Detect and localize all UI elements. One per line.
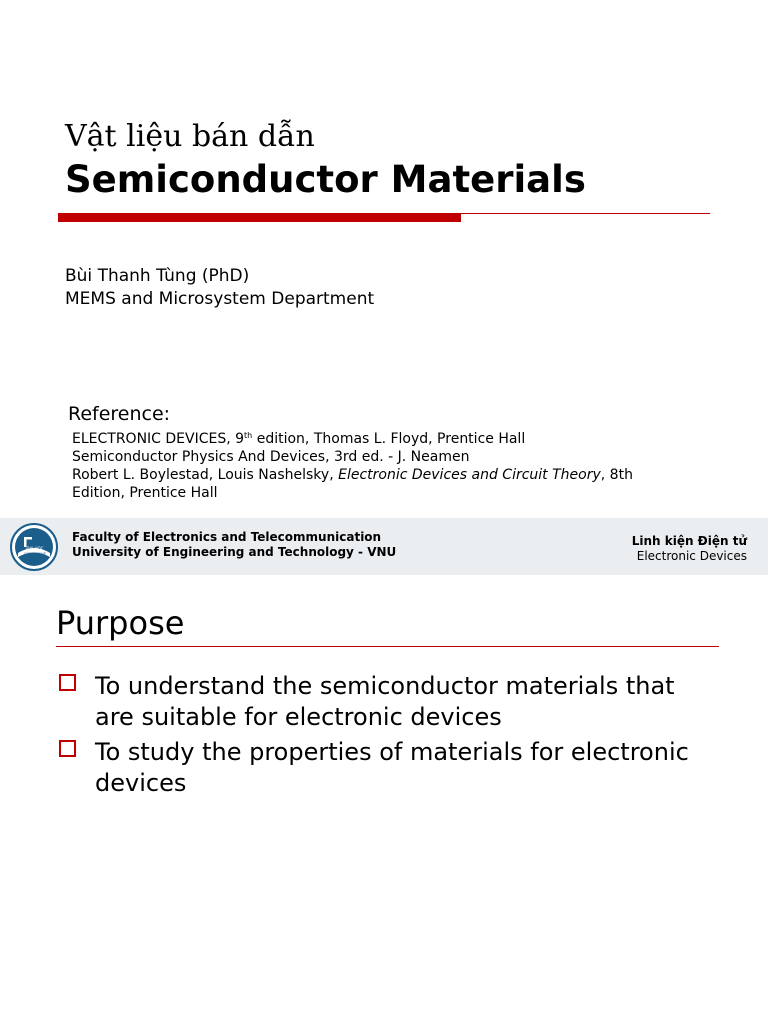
author-block (65, 265, 374, 311)
reference-heading: Reference: (68, 403, 171, 425)
footer-course-vietnamese: Linh kiện Điện tử (631, 534, 747, 548)
reference-item: Robert L. Boylestad, Louis Nashelsky, Electronic Devices and Circuit Theory, 8th (72, 467, 633, 483)
reference-list (72, 430, 712, 502)
svg-text:ĐẠI HỌC: ĐẠI HỌC (26, 546, 44, 551)
title-vietnamese: Vật liệu bán dẫn (65, 119, 315, 154)
footer-course (632, 534, 747, 564)
title-underline-thick (58, 213, 461, 222)
hollow-square-bullet-icon (59, 740, 76, 757)
slide-footer (0, 518, 768, 575)
hollow-square-bullet-icon (59, 674, 76, 691)
footer-course-english: Electronic Devices (636, 549, 747, 563)
footer-institution (72, 530, 396, 560)
reference-item: Semiconductor Physics And Devices, 3rd ed. - J. Neamen (72, 449, 470, 465)
purpose-title-rule (56, 646, 719, 647)
footer-faculty: Faculty of Electronics and Telecommunication (72, 530, 382, 544)
author-name: Bùi Thanh Tùng (PhD) (65, 266, 250, 286)
purpose-title: Purpose (56, 604, 185, 642)
title-english: Semiconductor Materials (65, 158, 586, 201)
bullet-text: To study the properties of materials for electronic devices (95, 738, 689, 797)
reference-item: ELECTRONIC DEVICES, 9th edition, Thomas L. Floyd, Prentice Hall (72, 431, 526, 447)
author-department: MEMS and Microsystem Department (65, 289, 375, 309)
purpose-bullet-list (57, 671, 717, 803)
university-logo-icon (10, 523, 58, 571)
list-item (57, 737, 717, 799)
reference-item-continued: Edition, Prentice Hall (72, 485, 218, 501)
svg-text:CÔNG NGHỆ: CÔNG NGHỆ (24, 552, 46, 556)
footer-university: University of Engineering and Technology - VNU (72, 545, 397, 559)
list-item (57, 671, 717, 733)
bullet-text: To understand the semiconductor materials that are suitable for electronic devices (95, 672, 675, 731)
